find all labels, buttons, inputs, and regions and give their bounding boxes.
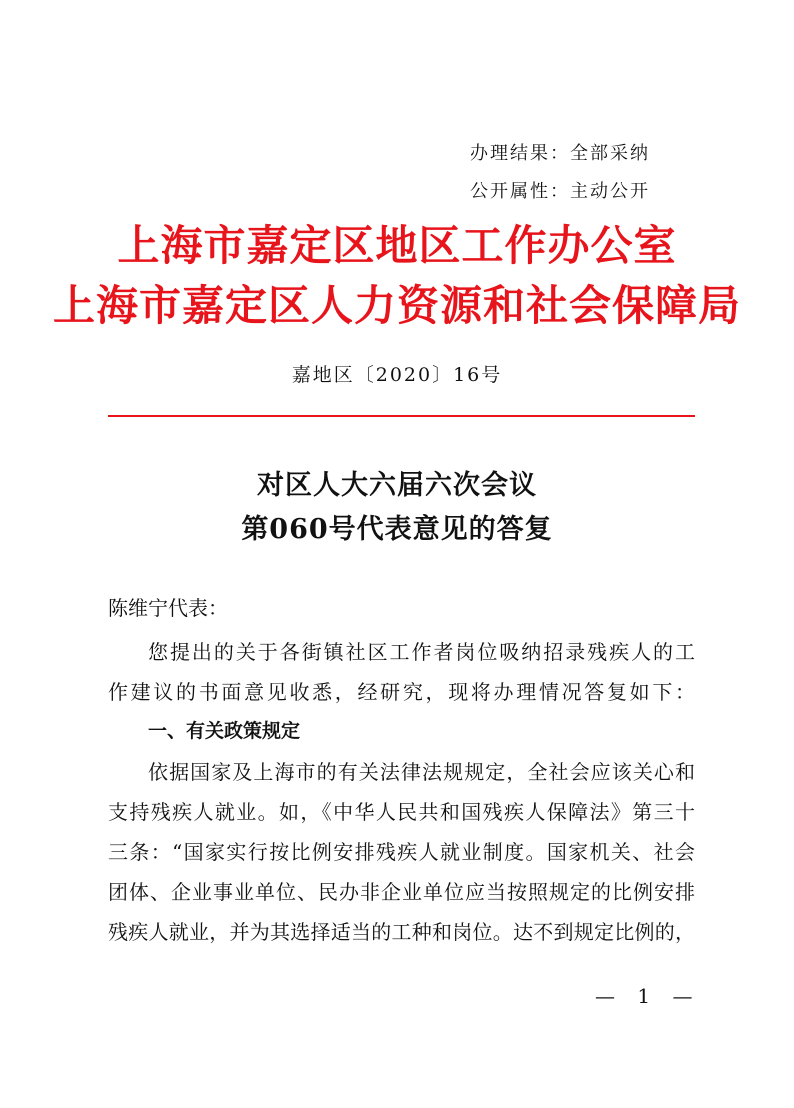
title-line-1: 对区人大六届六次会议 bbox=[257, 470, 537, 501]
paragraph-line: 残疾人就业，并为其选择适当的工种和岗位。达不到规定比例的， bbox=[108, 920, 695, 944]
paragraph-line: 团体、企业事业单位、民办非企业单位应当按照规定的比例安排 bbox=[108, 880, 695, 904]
paragraph-line: 支持残疾人就业。如，《中华人民共和国残疾人保障法》第三十 bbox=[108, 800, 695, 824]
document-number: 嘉地区〔2020〕16号 bbox=[291, 364, 503, 386]
title-line-2: 第060号代表意见的答复 bbox=[241, 514, 553, 545]
intro-line-1: 您提出的关于各街镇社区工作者岗位吸纳招录残疾人的工 bbox=[148, 640, 695, 664]
paragraph-line: 依据国家及上海市的有关法律法规规定，全社会应该关心和 bbox=[148, 760, 695, 784]
section-heading: 一、有关政策规定 bbox=[148, 720, 301, 742]
intro-line-2: 作建议的书面意见收悉，经研究，现将办理情况答复如下： bbox=[108, 680, 695, 704]
issuer-2: 上海市嘉定区人力资源和社会保障局 bbox=[52, 281, 741, 330]
handling-result: 办理结果：全部采纳 bbox=[470, 143, 650, 164]
disclosure-attribute: 公开属性：主动公开 bbox=[470, 181, 650, 202]
salutation: 陈维宁代表： bbox=[108, 596, 228, 620]
red-divider bbox=[108, 415, 695, 417]
issuer-1: 上海市嘉定区地区工作办公室 bbox=[117, 221, 677, 270]
paragraph-line: 三条：“国家实行按比例安排残疾人就业制度。国家机关、社会 bbox=[108, 840, 695, 864]
page-number: — 1 — bbox=[595, 984, 701, 1008]
